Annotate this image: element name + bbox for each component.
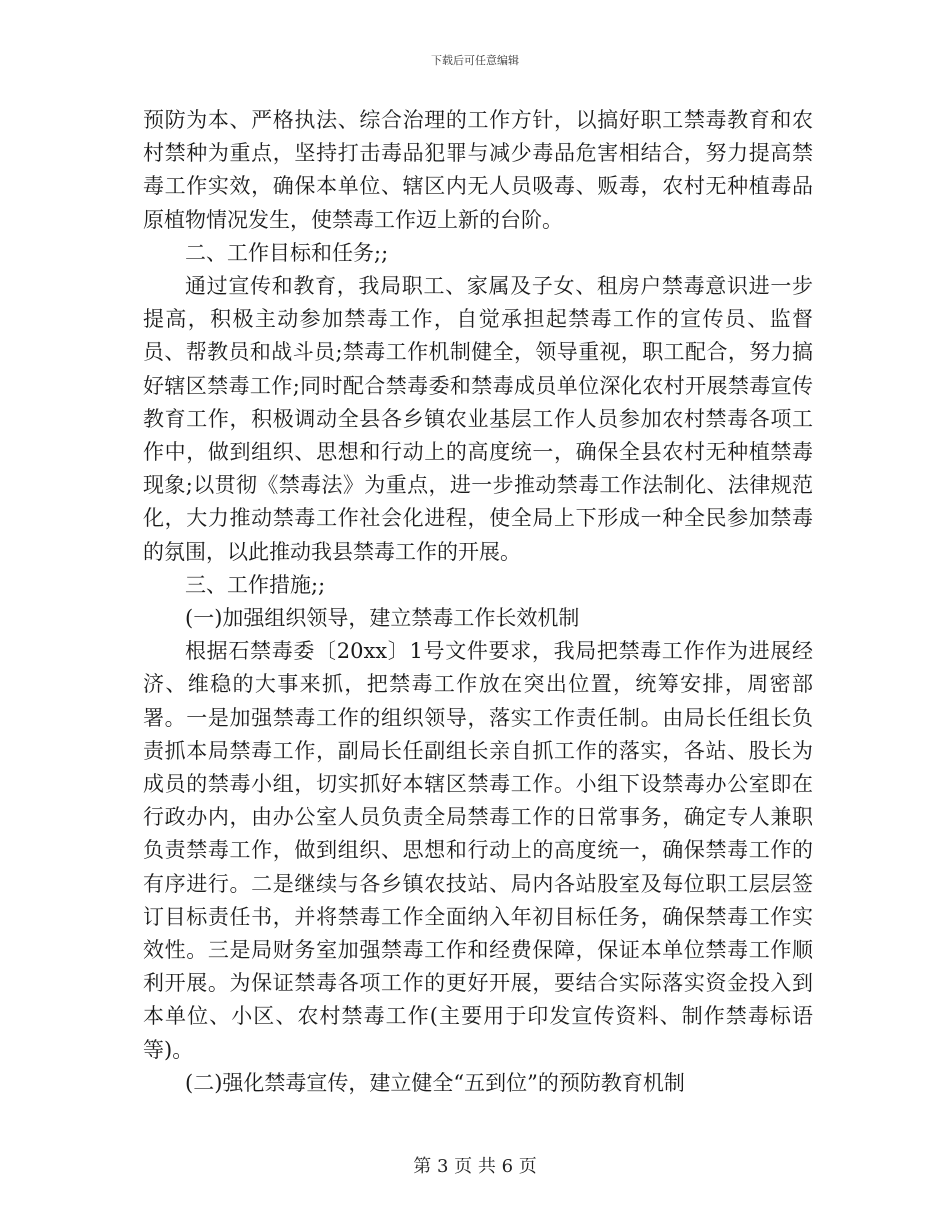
section-heading-goals: 二、工作目标和任务;; bbox=[185, 240, 389, 265]
page-number: 第 3 页 共 6 页 bbox=[413, 1156, 537, 1177]
document-body bbox=[143, 104, 813, 1100]
paragraph-organization: 根据石禁毒委〔20xx〕1号文件要求，我局把禁毒工作作为进展经济、维稳的大事来抓，把禁毒工作放在突出位置，统筹安排，周密部署。一是加强禁毒工作的组织领导，落实工作责任制。由局长任组长负责抓本局禁毒工作，副局长任副组长亲自抓工作的落实，各站、股长为成员的禁毒小组，切实抓好本辖区禁毒工作。小组下设禁毒办公室即在行政办内，由办公室人员负责全局禁毒工作的日常事务，确定专人兼职负责禁毒工作，做到组织、思想和行动上的高度统一，确保禁毒工作的有序进行。二是继续与各乡镇农技站、局内各站股室及每位职工层层签订目标责任书，并将禁毒工作全面纳入年初目标任务，确保禁毒工作实效性。三是局财务室加强禁毒工作和经费保障，保证本单位禁毒工作顺利开展。为保证禁毒各项工作的更好开展，要结合实际落实资金投入到本单位、小区、农村禁毒工作(主要用于印发宣传资料、制作禁毒标语等)。 bbox=[143, 639, 813, 1062]
paragraph-policy: 预防为本、严格执法、综合治理的工作方针，以搞好职工禁毒教育和农村禁种为重点，坚持打击毒品犯罪与减少毒品危害相结合，努力提高禁毒工作实效，确保本单位、辖区内无人员吸毒、贩毒，农村无种植毒品原植物情况发生，使禁毒工作迈上新的台阶。 bbox=[143, 108, 813, 232]
page-header: 下载后可任意编辑 bbox=[431, 54, 519, 67]
subheading-publicity: (二)强化禁毒宣传，建立健全“五到位”的预防教育机制 bbox=[185, 1070, 685, 1095]
subheading-organization: (一)加强组织领导，建立禁毒工作长效机制 bbox=[185, 606, 580, 631]
paragraph-goals: 通过宣传和教育，我局职工、家属及子女、租房户禁毒意识进一步提高，积极主动参加禁毒工作，自觉承担起禁毒工作的宣传员、监督员、帮教员和战斗员;禁毒工作机制健全，领导重视，职工配合，努力搞好辖区禁毒工作;同时配合禁毒委和禁毒成员单位深化农村开展禁毒宣传教育工作，积极调动全县各乡镇农业基层工作人员参加农村禁毒各项工作中，做到组织、思想和行动上的高度统一，确保全县农村无种植禁毒现象;以贯彻《禁毒法》为重点，进一步推动禁毒工作法制化、法律规范化，大力推动禁毒工作社会化进程，使全局上下形成一种全民参加禁毒的氛围，以此推动我县禁毒工作的开展。 bbox=[143, 274, 813, 564]
section-heading-measures: 三、工作措施;; bbox=[185, 572, 326, 597]
